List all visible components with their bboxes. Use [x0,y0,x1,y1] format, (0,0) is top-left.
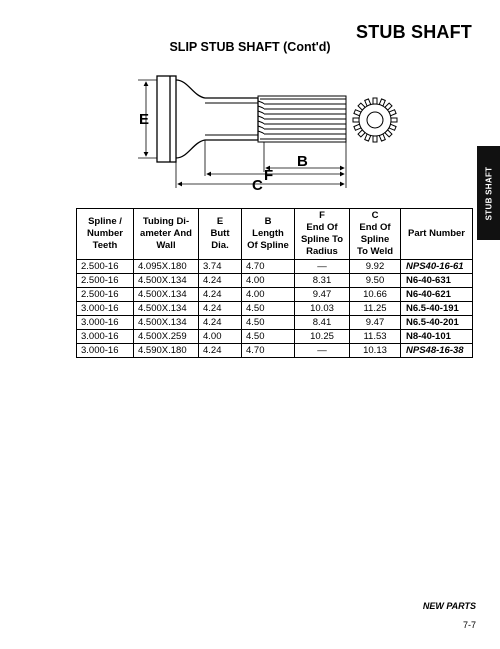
col-header-butt-dia: E Butt Dia. [199,209,242,260]
cell-spline-length: 4.50 [242,316,295,330]
table-header-row [77,209,473,260]
table-row [77,316,473,330]
col-header-end-to-radius: F End Of Spline To Radius [295,209,350,260]
cell-tubing: 4.500X.259 [134,330,199,344]
cell-butt-dia: 3.74 [199,260,242,274]
shaft-neck [205,103,258,135]
cell-spline-length: 4.50 [242,302,295,316]
cell-end-to-radius: — [295,260,350,274]
cell-tubing: 4.500X.134 [134,316,199,330]
dimension-label-e: E [139,111,150,128]
cell-end-to-weld: 11.25 [350,302,401,316]
cell-end-to-weld: 9.92 [350,260,401,274]
cell-tubing: 4.095X.180 [134,260,199,274]
cell-butt-dia: 4.24 [199,288,242,302]
cell-part-number: N6.5-40-191 [401,302,473,316]
cell-spline-length: 4.70 [242,260,295,274]
cell-spline-length: 4.00 [242,288,295,302]
cell-part-number: N6-40-631 [401,274,473,288]
cell-spline-length: 4.70 [242,344,295,358]
cell-butt-dia: 4.24 [199,316,242,330]
table-row [77,288,473,302]
cell-tubing: 4.590X.180 [134,344,199,358]
cell-spline-length: 4.50 [242,330,295,344]
cell-tubing: 4.500X.134 [134,274,199,288]
shaft-spline [258,96,346,142]
cell-butt-dia: 4.24 [199,274,242,288]
cell-end-to-weld: 11.53 [350,330,401,344]
cell-butt-dia: 4.24 [199,344,242,358]
cell-butt-dia: 4.24 [199,302,242,316]
shaft-butt [157,76,258,162]
col-header-spline: Spline / Number Teeth [77,209,134,260]
cell-part-number: NPS48-16-38 [401,344,473,358]
cell-end-to-radius: 10.03 [295,302,350,316]
cell-spline: 3.000-16 [77,316,134,330]
cell-part-number: N6.5-40-201 [401,316,473,330]
cell-tubing: 4.500X.134 [134,302,199,316]
cell-end-to-weld: 10.13 [350,344,401,358]
cell-spline: 2.500-16 [77,260,134,274]
dimension-label-f: F [264,167,274,184]
cell-spline: 3.000-16 [77,344,134,358]
cell-end-to-radius: 9.47 [295,288,350,302]
dimension-label-b: B [297,153,308,170]
cell-end-to-radius: 8.31 [295,274,350,288]
cell-spline: 3.000-16 [77,302,134,316]
cell-spline: 2.500-16 [77,288,134,302]
section-title: STUB SHAFT [356,22,472,42]
cell-spline-length: 4.00 [242,274,295,288]
table-row [77,344,473,358]
col-header-spline-length: B Length Of Spline [242,209,295,260]
side-tab-label: STUB SHAFT [484,166,494,220]
table-row [77,302,473,316]
cell-butt-dia: 4.00 [199,330,242,344]
cell-tubing: 4.500X.134 [134,288,199,302]
cell-spline: 3.000-16 [77,330,134,344]
cell-end-to-radius: — [295,344,350,358]
col-header-part-number: Part Number [401,209,473,260]
page-number: 7-7 [462,620,476,630]
cell-end-to-weld: 10.66 [350,288,401,302]
dimension-label-c: C [252,177,263,194]
dimension-f [205,140,344,176]
col-header-end-to-weld: C End Of Spline To Weld [350,209,401,260]
cell-spline: 2.500-16 [77,274,134,288]
cell-part-number: N8-40-101 [401,330,473,344]
parts-table [76,208,473,358]
page-subtitle: SLIP STUB SHAFT (Cont'd) [169,40,331,54]
table-row [77,274,473,288]
stub-shaft-diagram [0,0,500,205]
cell-part-number: NPS40-16-61 [401,260,473,274]
cell-end-to-radius: 10.25 [295,330,350,344]
new-parts-note: NEW PARTS [422,601,476,611]
cell-end-to-weld: 9.50 [350,274,401,288]
col-header-tubing: Tubing Di- ameter And Wall [134,209,199,260]
cell-end-to-weld: 9.47 [350,316,401,330]
table-row [77,260,473,274]
cell-part-number: N6-40-621 [401,288,473,302]
spline-end-view-gear [353,98,397,142]
cell-end-to-radius: 8.41 [295,316,350,330]
table-row [77,330,473,344]
